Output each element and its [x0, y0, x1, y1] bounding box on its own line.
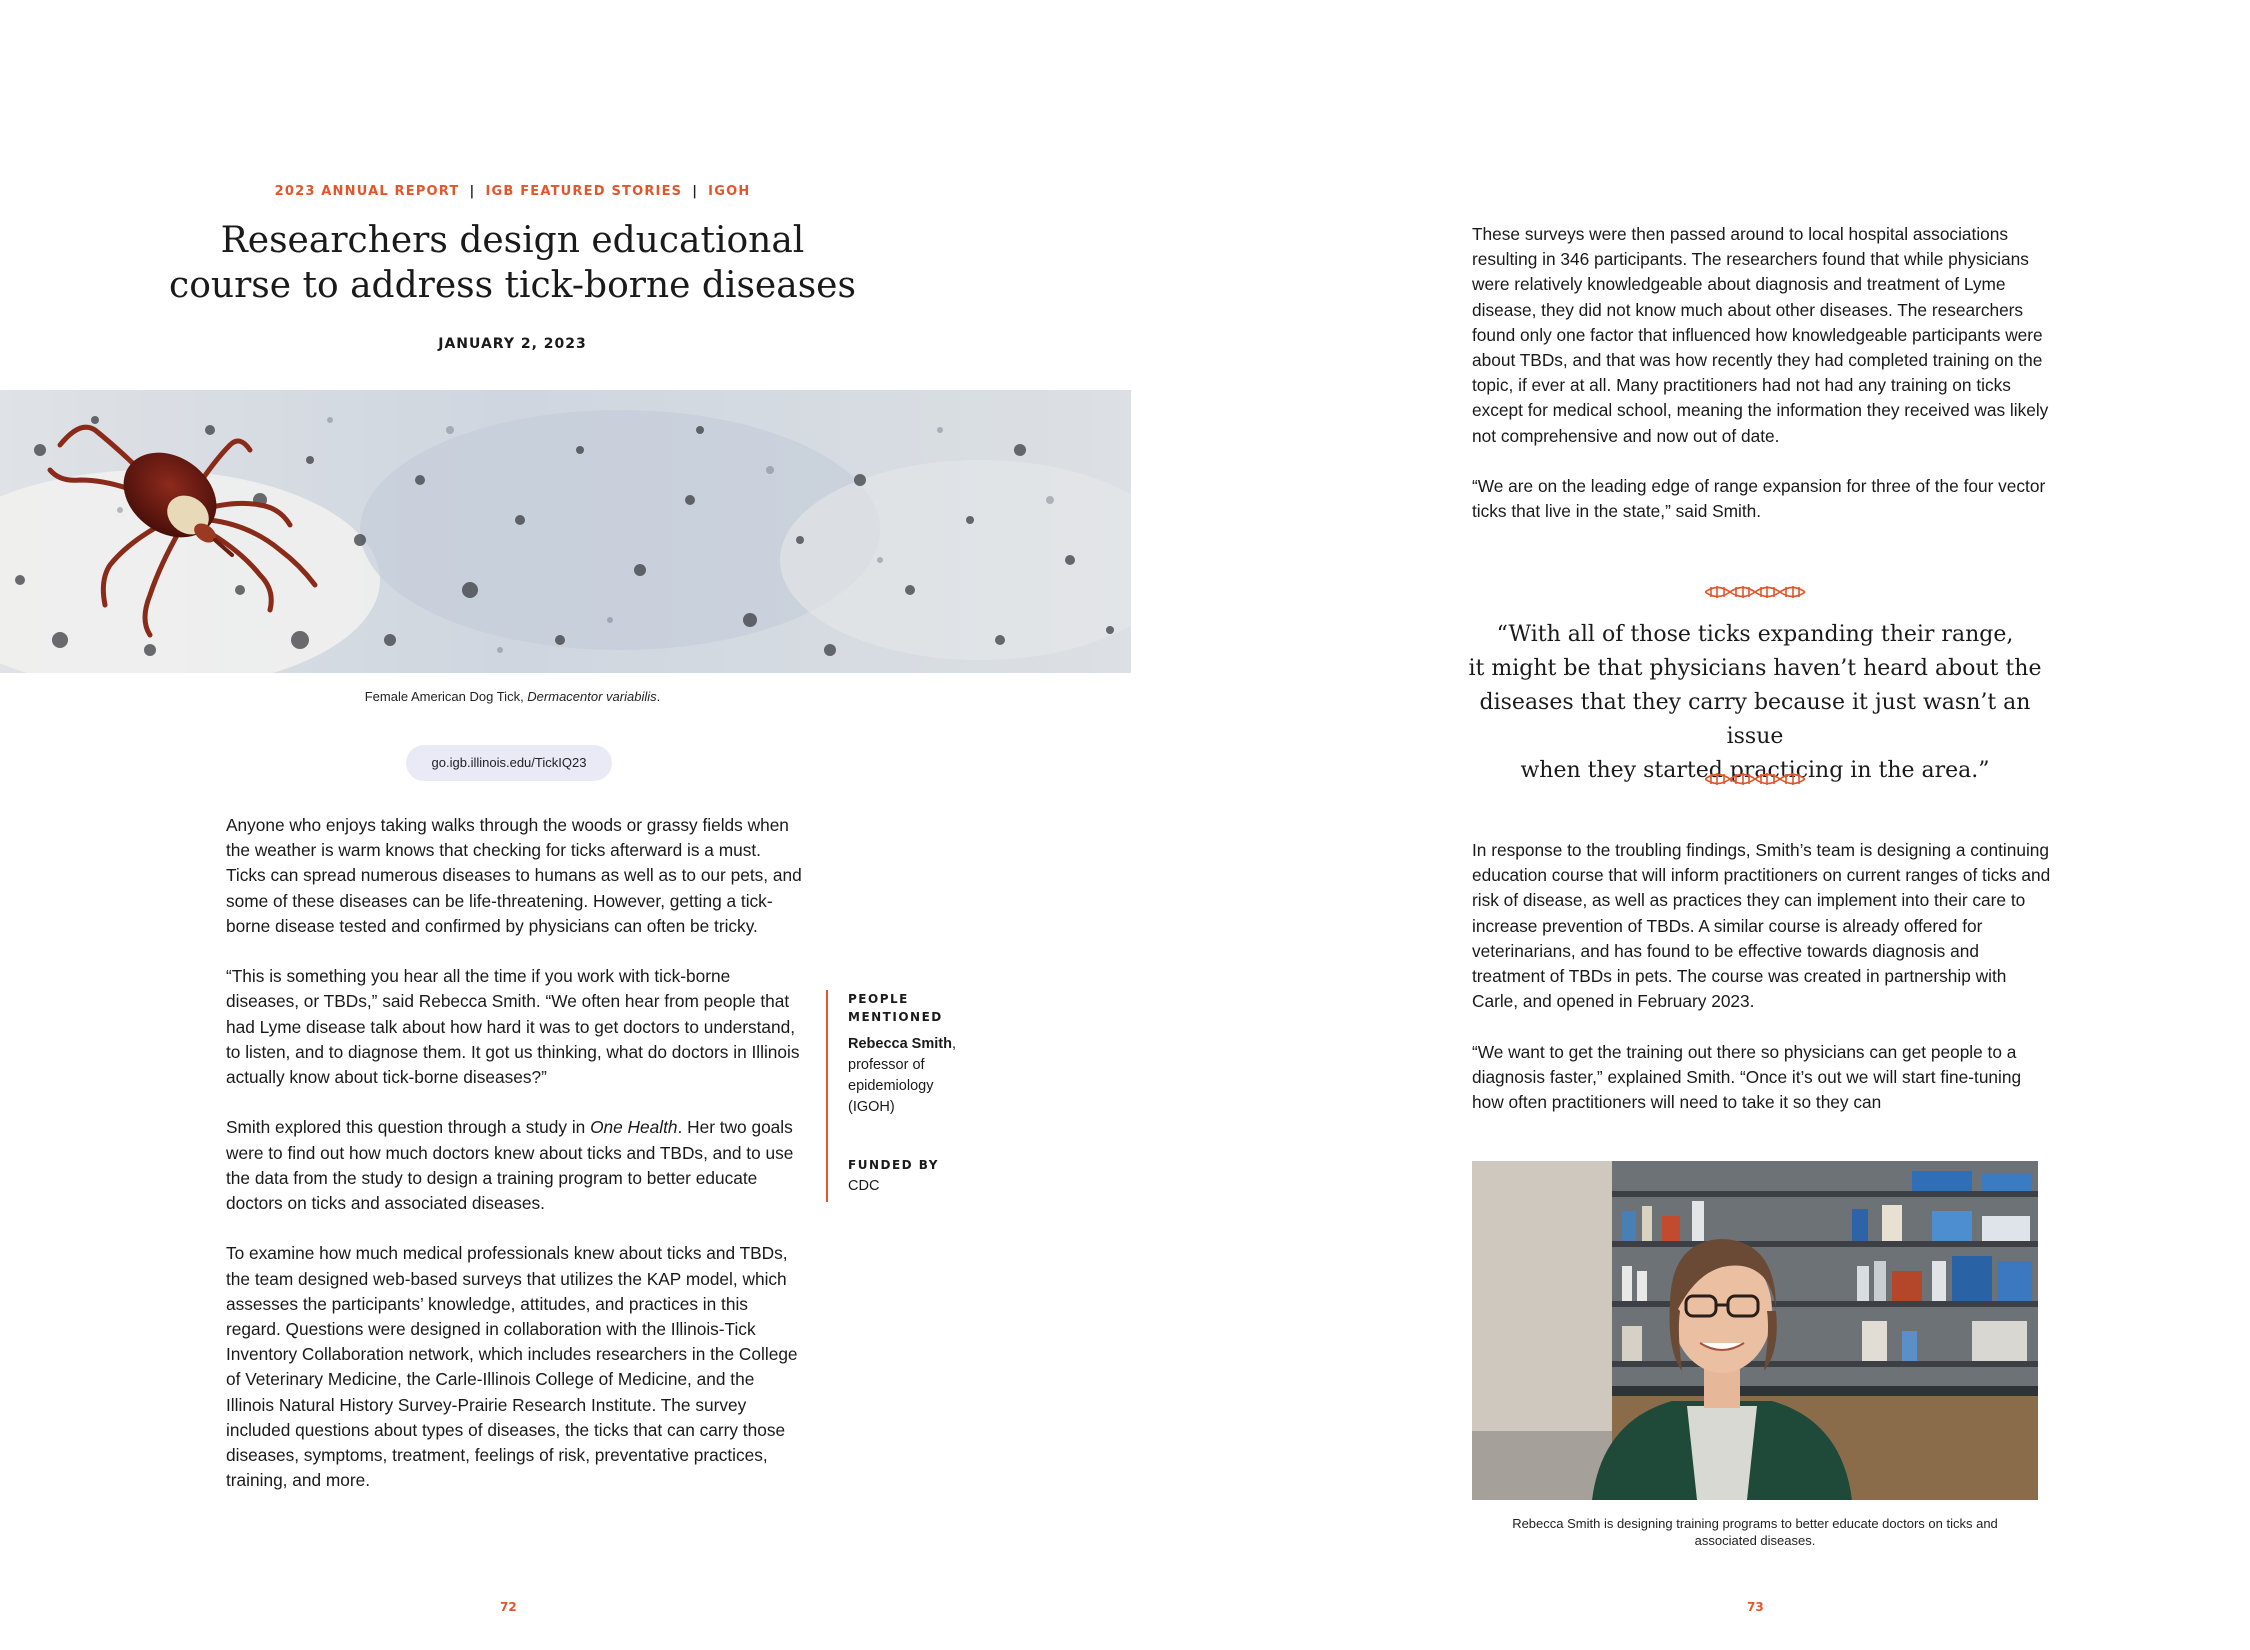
- paragraph: In response to the troubling findings, Smith’s team is designing a continuing education course that will inform practitioners on current ranges of ticks and risk of disease, as well as practices they can implement into their care to increase prevention of TBDs. A similar course is already offered for veterinarians, and has found to be effective towards diagnosis and treatment of TBDs in pets. The course was created in partnership with Carle, and opened in February 2023.: [1472, 840, 2051, 1012]
- paragraph: Anyone who enjoys taking walks through the woods or grassy fields when the weather is warm knows that checking for ticks afterward is a must. Ticks can spread numerous diseases to humans as well as to our pets, and some of these diseases can be life-threatening. However, getting a tick-borne disease tested and confirmed by physicians can often be tricky.: [226, 815, 802, 936]
- paragraph: “We are on the leading edge of range expansion for three of the four vector ticks that live in the state,” said Smith.: [1472, 476, 2046, 522]
- right-body-text-bottom: [1472, 838, 2052, 1140]
- lab-portrait-illustration: [1472, 1161, 2038, 1500]
- left-body-text: [226, 813, 804, 1519]
- breadcrumb: [0, 184, 1025, 199]
- article-title-line1: Researchers design educational: [220, 220, 805, 261]
- breadcrumb-separator: |: [692, 184, 699, 199]
- people-mentioned-heading: PEOPLE MENTIONED: [848, 992, 943, 1024]
- person-name[interactable]: Rebecca Smith: [848, 1036, 952, 1052]
- right-page: [1125, 0, 2250, 1650]
- article-title-line2: course to address tick-borne diseases: [169, 265, 856, 306]
- paragraph: Smith explored this question through a study in One Health. Her two goals were to find out how much doctors knew about ticks and TBDs, and to use the data from the study to design a training program to better educate doctors on ticks and associated diseases.: [226, 1117, 794, 1214]
- breadcrumb-separator: |: [469, 184, 476, 199]
- breadcrumb-igoh[interactable]: IGOH: [708, 184, 751, 199]
- article-sidebar: [826, 990, 988, 1202]
- dna-divider-icon: [1705, 770, 1805, 788]
- funder: CDC: [848, 1178, 880, 1194]
- page-number: 72: [500, 1600, 517, 1614]
- page-number: 73: [1747, 1600, 1764, 1614]
- person-entry: Rebecca Smith, professor of epidemiology (IGOH): [848, 1036, 956, 1115]
- paragraph: “This is something you hear all the time if you work with tick-borne diseases, or TBDs,” said Rebecca Smith. “We often hear from people that had Lyme disease talk about how hard it was to get doctors to understand, to listen, and to diagnose them. It got us thinking, what do doctors in Illinois actually know about tick-borne diseases?”: [226, 966, 800, 1088]
- tick-photo-illustration: [0, 390, 1131, 673]
- breadcrumb-featured-stories[interactable]: IGB FEATURED STORIES: [485, 184, 683, 199]
- hero-caption: Female American Dog Tick, Dermacentor variabilis.: [364, 689, 661, 704]
- article-title: [0, 218, 1025, 308]
- paragraph: To examine how much medical professionals knew about ticks and TBDs, the team designed web-based surveys that utilizes the KAP model, which assesses the participants’ knowledge, attitudes, and practices in this regard. Questions were designed in collaboration with the Illinois-Tick Inventory Collaboration network, which includes researchers in the College of Veterinary Medicine, the Carle-Illinois College of Medicine, and the Illinois Natural History Survey-Prairie Research Institute. The survey included questions about types of diseases, the ticks that can carry those diseases, symptoms, treatment, feelings of risk, preventative practices, training, and more.: [226, 1243, 798, 1491]
- dna-divider-icon: [1705, 583, 1805, 601]
- paragraph: These surveys were then passed around to local hospital associations resulting in 346 participants. The researchers found that while physicians were relatively knowledgeable about diagnosis and treatment of Lyme disease, they did not know much about other diseases. The researchers found only one factor that influenced how knowledgeable participants were about TBDs, and that was how recently they had completed training on the topic, if ever at all. Many practitioners had not had any training on ticks except for medical school, meaning the information they received was likely not comprehensive and now out of date.: [1472, 224, 2049, 446]
- hero-caption-species: Dermacentor variabilis: [527, 689, 657, 704]
- story-link-pill[interactable]: go.igb.illinois.edu/TickIQ23: [406, 745, 612, 781]
- right-body-text-top: [1472, 222, 2052, 550]
- hero-tick-image: [0, 390, 1131, 673]
- article-date: JANUARY 2, 2023: [438, 336, 587, 352]
- rebecca-smith-photo: [1472, 1161, 2038, 1500]
- pull-quote: “With all of those ticks expanding their range, it might be that physicians haven’t heard about the diseases that they carry because it just wasn’t an issue when they started practicing in the area.”: [1468, 622, 2042, 783]
- photo-caption: Rebecca Smith is designing training programs to better educate doctors on ticks and associated diseases.: [1512, 1516, 1998, 1548]
- breadcrumb-annual-report[interactable]: 2023 ANNUAL REPORT: [274, 184, 460, 199]
- paragraph: “We want to get the training out there so physicians can get people to a diagnosis faster,” explained Smith. “Once it’s out we will start fine-tuning how often practitioners will need to take it so they can: [1472, 1041, 2022, 1113]
- journal-name: One Health: [590, 1117, 678, 1138]
- funded-by-heading: FUNDED BY: [848, 1158, 939, 1172]
